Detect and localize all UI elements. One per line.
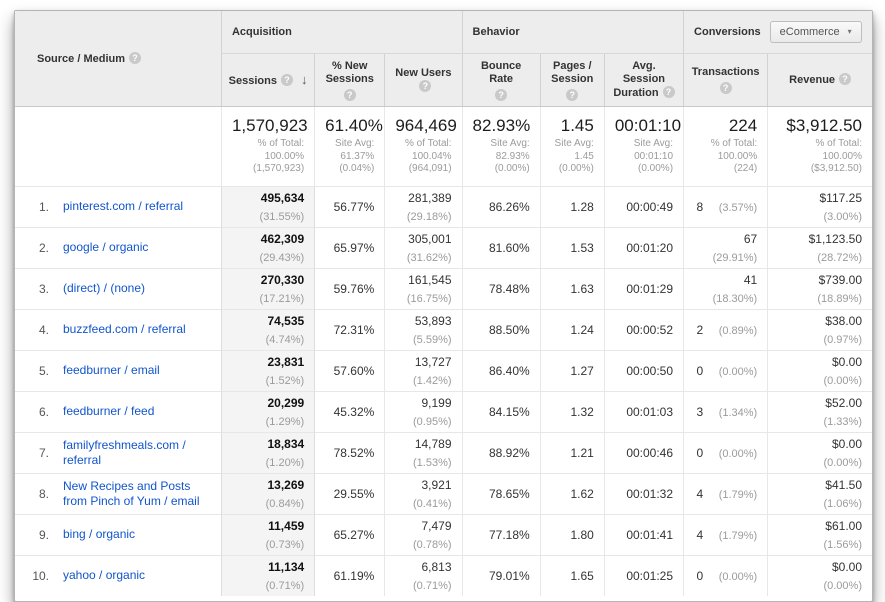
pages-session-cell: 1.32 [540, 391, 604, 432]
bounce-rate-cell: 86.26% [462, 186, 540, 227]
avg-session-duration-cell: 00:01:32 [604, 473, 683, 514]
transactions-cell: 41(18.30%) [684, 268, 768, 309]
revenue-cell: $117.25(3.00%) [768, 186, 872, 227]
totals-transactions: 224 % of Total: 100.00% (224) [684, 107, 768, 187]
sessions-cell: 20,299(1.29%) [221, 391, 314, 432]
transactions-cell: 2 (0.89%) [684, 309, 768, 350]
source-medium-link[interactable]: yahoo / organic [63, 568, 146, 582]
new-users-header-label: New Users [395, 66, 452, 79]
pages-session-cell: 1.63 [540, 268, 604, 309]
table-row [15, 350, 872, 391]
source-medium-label: Source / Medium [37, 53, 126, 65]
sessions-cell: 462,309(29.43%) [221, 227, 314, 268]
pct-new-sessions-cell: 59.76% [315, 268, 385, 309]
caret-down-icon: ▾ [847, 27, 852, 36]
transactions-cell: 0 (0.00%) [684, 350, 768, 391]
column-header-source-medium [15, 11, 221, 107]
pages-session-cell: 1.62 [540, 473, 604, 514]
table-row [15, 268, 872, 309]
new-users-cell: 53,893(5.59%) [385, 309, 462, 350]
group-header-behavior [462, 11, 684, 54]
bounce-rate-cell: 78.48% [462, 268, 540, 309]
transactions-cell: 8 (3.57%) [684, 186, 768, 227]
column-header-new-users[interactable] [385, 54, 462, 107]
source-medium-link[interactable]: New Recipes and Posts from Pinch of Yum / email [63, 478, 200, 508]
avg-session-duration-cell: 00:01:03 [604, 391, 683, 432]
revenue-header-label: Revenue [789, 74, 836, 86]
new-users-cell: 281,389(29.18%) [385, 186, 462, 227]
transactions-cell: 67(29.91%) [684, 227, 768, 268]
avg-session-duration-header-label: Avg. Session Duration [613, 60, 666, 99]
help-icon[interactable]: ? [419, 80, 431, 92]
revenue-cell: $61.00(1.56%) [768, 514, 872, 555]
table-row [15, 186, 872, 227]
help-icon[interactable]: ? [720, 82, 732, 94]
pct-new-sessions-cell: 56.77% [315, 186, 385, 227]
pct-new-sessions-cell: 57.60% [315, 350, 385, 391]
transactions-cell: 0 (0.00%) [684, 555, 768, 596]
row-index: 10. [32, 568, 49, 583]
acquisition-label: Acquisition [231, 26, 292, 38]
sessions-header-label: Sessions [228, 74, 277, 87]
revenue-cell: $0.00(0.00%) [768, 432, 872, 473]
sort-descending-icon: ↓ [300, 71, 308, 87]
row-index: 3. [38, 281, 49, 296]
row-index: 5. [38, 363, 49, 378]
totals-row [15, 107, 872, 187]
totals-pct-new-sessions: 61.40% Site Avg: 61.37% (0.04%) [315, 107, 385, 187]
ecommerce-goal-dropdown[interactable] [770, 21, 862, 43]
source-medium-link[interactable]: feedburner / email [63, 363, 160, 377]
bounce-rate-cell: 79.01% [462, 555, 540, 596]
row-index: 1. [38, 199, 49, 214]
pct-new-sessions-cell: 29.55% [315, 473, 385, 514]
source-medium-link[interactable]: google / organic [63, 240, 149, 254]
source-medium-link[interactable]: familyfreshmeals.com / referral [63, 437, 186, 467]
new-users-cell: 305,001(31.62%) [385, 227, 462, 268]
bounce-rate-cell: 78.65% [462, 473, 540, 514]
help-icon[interactable]: ? [839, 73, 851, 85]
analytics-table-card [14, 10, 873, 602]
transactions-cell: 4 (1.79%) [684, 514, 768, 555]
table-row [15, 555, 872, 596]
new-users-cell: 7,479(0.78%) [385, 514, 462, 555]
pages-session-cell: 1.28 [540, 186, 604, 227]
pages-session-cell: 1.53 [540, 227, 604, 268]
pct-new-sessions-cell: 65.27% [315, 514, 385, 555]
avg-session-duration-cell: 00:00:46 [604, 432, 683, 473]
help-icon[interactable]: ? [281, 74, 293, 86]
new-users-cell: 3,921(0.41%) [385, 473, 462, 514]
revenue-cell: $52.00(1.33%) [768, 391, 872, 432]
help-icon[interactable]: ? [495, 89, 507, 101]
sessions-cell: 270,330(17.21%) [221, 268, 314, 309]
column-header-transactions[interactable] [684, 54, 768, 107]
sessions-cell: 13,269(0.84%) [221, 473, 314, 514]
new-users-cell: 9,199(0.95%) [385, 391, 462, 432]
totals-revenue: $3,912.50 % of Total: 100.00% ($3,912.50) [768, 107, 872, 187]
column-header-pct-new-sessions[interactable] [315, 54, 385, 107]
revenue-cell: $739.00(18.89%) [768, 268, 872, 309]
new-users-cell: 14,789(1.53%) [385, 432, 462, 473]
sessions-cell: 23,831(1.52%) [221, 350, 314, 391]
revenue-cell: $0.00(0.00%) [768, 555, 872, 596]
help-icon[interactable]: ? [129, 52, 141, 64]
row-index: 4. [38, 322, 49, 337]
totals-new-users: 964,469 % of Total: 100.04% (964,091) [385, 107, 462, 187]
totals-empty-cell [15, 107, 221, 187]
behavior-label: Behavior [472, 26, 520, 38]
bounce-rate-header-label: Bounce Rate [480, 59, 522, 85]
revenue-cell: $41.50(1.06%) [768, 473, 872, 514]
group-header-acquisition [221, 11, 462, 54]
sessions-cell: 11,459(0.73%) [221, 514, 314, 555]
help-icon[interactable]: ? [344, 89, 356, 101]
source-medium-link[interactable]: (direct) / (none) [63, 281, 146, 295]
bounce-rate-cell: 84.15% [462, 391, 540, 432]
revenue-cell: $0.00(0.00%) [768, 350, 872, 391]
row-index: 9. [38, 527, 49, 542]
transactions-cell: 4 (1.79%) [684, 473, 768, 514]
avg-session-duration-cell: 00:01:41 [604, 514, 683, 555]
bounce-rate-cell: 86.40% [462, 350, 540, 391]
revenue-cell: $38.00(0.97%) [768, 309, 872, 350]
pages-session-cell: 1.80 [540, 514, 604, 555]
column-header-avg-session-duration[interactable] [604, 54, 683, 107]
source-medium-link[interactable]: pinterest.com / referral [63, 199, 184, 213]
table-row [15, 473, 872, 514]
transactions-header-label: Transactions [691, 66, 760, 78]
new-users-cell: 161,545(16.75%) [385, 268, 462, 309]
row-index: 7. [38, 445, 49, 460]
source-medium-link[interactable]: bing / organic [63, 527, 136, 541]
ecommerce-dropdown-value: eCommerce [779, 26, 840, 38]
transactions-cell: 3 (1.34%) [684, 391, 768, 432]
avg-session-duration-cell: 00:01:20 [604, 227, 683, 268]
avg-session-duration-cell: 00:00:49 [604, 186, 683, 227]
transactions-cell: 0 (0.00%) [684, 432, 768, 473]
pct-new-sessions-cell: 78.52% [315, 432, 385, 473]
table-row [15, 227, 872, 268]
table-row [15, 514, 872, 555]
pages-session-cell: 1.21 [540, 432, 604, 473]
totals-pages-session: 1.45 Site Avg: 1.45 (0.00%) [540, 107, 604, 187]
avg-session-duration-cell: 00:01:25 [604, 555, 683, 596]
help-icon[interactable]: ? [566, 89, 578, 101]
sessions-cell: 74,535(4.74%) [221, 309, 314, 350]
avg-session-duration-cell: 00:00:52 [604, 309, 683, 350]
totals-sessions: 1,570,923 % of Total: 100.00% (1,570,923) [221, 107, 314, 187]
pages-session-cell: 1.24 [540, 309, 604, 350]
sessions-cell: 18,834(1.20%) [221, 432, 314, 473]
row-index: 2. [38, 240, 49, 255]
help-icon[interactable]: ? [663, 86, 675, 98]
conversions-label: Conversions [694, 26, 761, 38]
table-row [15, 432, 872, 473]
row-index: 6. [38, 404, 49, 419]
column-header-pages-session[interactable] [540, 54, 604, 107]
pct-new-sessions-cell: 72.31% [315, 309, 385, 350]
totals-bounce-rate: 82.93% Site Avg: 82.93% (0.00%) [462, 107, 540, 187]
source-medium-table [15, 11, 872, 596]
column-header-sessions[interactable] [221, 54, 314, 107]
group-header-row [15, 11, 872, 54]
sessions-cell: 495,634(31.55%) [221, 186, 314, 227]
pct-new-sessions-cell: 61.19% [315, 555, 385, 596]
row-index: 8. [38, 486, 49, 501]
bounce-rate-cell: 88.50% [462, 309, 540, 350]
pct-new-sessions-cell: 65.97% [315, 227, 385, 268]
pages-session-header-label: Pages / Session [551, 59, 594, 85]
pages-session-cell: 1.65 [540, 555, 604, 596]
new-users-cell: 6,813(0.71%) [385, 555, 462, 596]
source-medium-link[interactable]: buzzfeed.com / referral [63, 322, 186, 336]
column-header-revenue[interactable] [768, 54, 872, 107]
pages-session-cell: 1.27 [540, 350, 604, 391]
table-row [15, 391, 872, 432]
pct-new-sessions-header-label: % New Sessions [325, 59, 374, 85]
bounce-rate-cell: 77.18% [462, 514, 540, 555]
avg-session-duration-cell: 00:00:50 [604, 350, 683, 391]
source-medium-link[interactable]: feedburner / feed [63, 404, 155, 418]
pct-new-sessions-cell: 45.32% [315, 391, 385, 432]
group-header-conversions [684, 11, 872, 54]
column-header-bounce-rate[interactable] [462, 54, 540, 107]
bounce-rate-cell: 81.60% [462, 227, 540, 268]
revenue-cell: $1,123.50(28.72%) [768, 227, 872, 268]
avg-session-duration-cell: 00:01:29 [604, 268, 683, 309]
bounce-rate-cell: 88.92% [462, 432, 540, 473]
totals-avg-session-duration: 00:01:10 Site Avg: 00:01:10 (0.00%) [604, 107, 683, 187]
table-row [15, 309, 872, 350]
sessions-cell: 11,134(0.71%) [221, 555, 314, 596]
new-users-cell: 13,727(1.42%) [385, 350, 462, 391]
